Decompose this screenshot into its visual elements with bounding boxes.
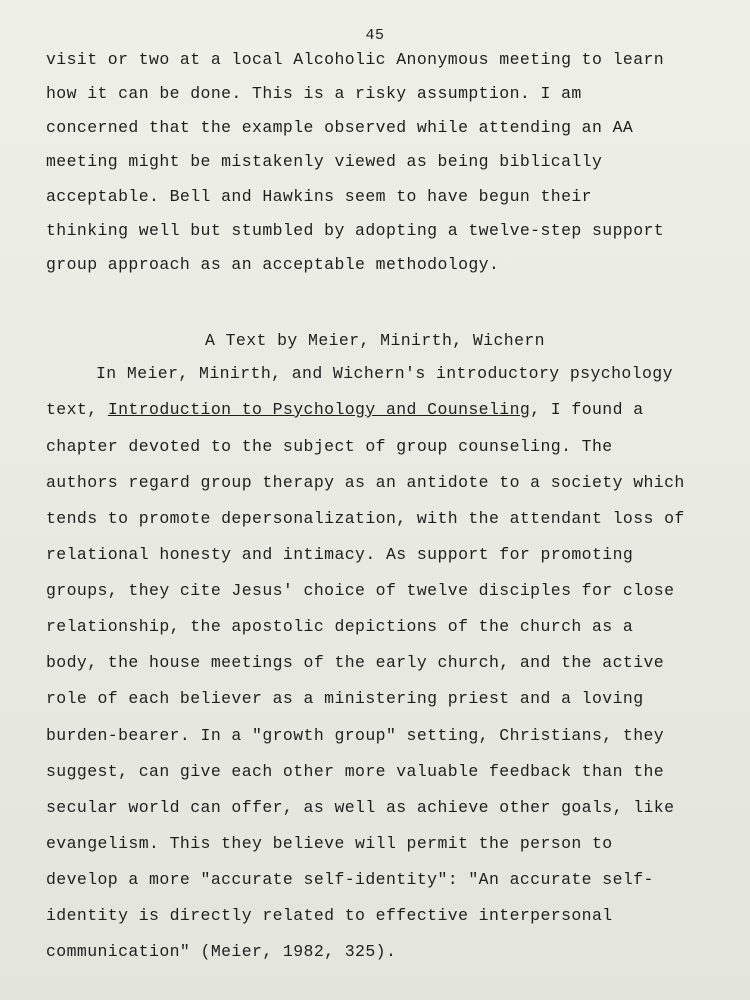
text-line: chapter devoted to the subject of group counseling. The [46,437,613,456]
text-line: burden-bearer. In a "growth group" setting, Christians, they [46,726,665,745]
text-line [46,400,644,419]
text-line: authors regard group therapy as an antidote to a society which [46,473,685,492]
text-line: communication" (Meier, 1982, 325). [46,942,397,961]
text-line: suggest, can give each other more valuable feedback than the [46,762,665,781]
text-line: evangelism. This they believe will permit the person to [46,834,613,853]
text-line: secular world can offer, as well as achieve other goals, like [46,798,675,817]
text-line: how it can be done. This is a risky assumption. I am [46,84,582,103]
text-line: identity is directly related to effective interpersonal [46,906,613,925]
page-number: 45 [365,27,385,44]
text-fragment: text, [46,400,108,419]
text-line: body, the house meetings of the early church, and the active [46,653,665,672]
text-line: develop a more "accurate self-identity": "An accurate self- [46,870,654,889]
text-line: relational honesty and intimacy. As support for promoting [46,545,634,564]
text-line: group approach as an acceptable methodology. [46,255,500,274]
text-line: groups, they cite Jesus' choice of twelve disciples for close [46,581,675,600]
text-line: In Meier, Minirth, and Wichern's introductory psychology [96,364,673,383]
text-line: thinking well but stumbled by adopting a twelve-step support [46,221,665,240]
text-line: relationship, the apostolic depictions of the church as a [46,617,634,636]
text-line: visit or two at a local Alcoholic Anonymous meeting to learn [46,50,665,69]
text-line: concerned that the example observed while attending an AA [46,118,634,137]
book-title: Introduction to Psychology and Counseling [107,400,531,419]
section-title: A Text by Meier, Minirth, Wichern [205,331,545,350]
text-line: role of each believer as a ministering priest and a loving [46,689,644,708]
text-line: meeting might be mistakenly viewed as being biblically [46,152,603,171]
text-line: acceptable. Bell and Hawkins seem to have begun their [46,187,592,206]
text-line: tends to promote depersonalization, with the attendant loss of [46,509,685,528]
text-fragment: , I found a [530,400,644,419]
